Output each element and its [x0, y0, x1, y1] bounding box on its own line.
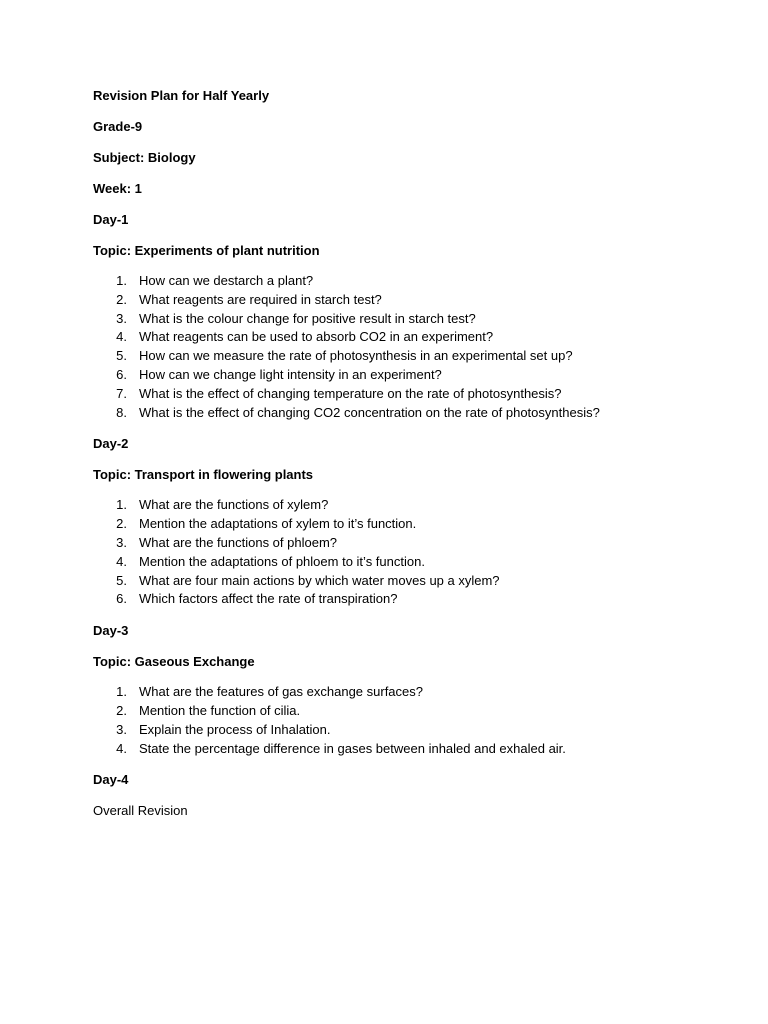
list-item [93, 740, 733, 759]
list-number: 6. [116, 591, 127, 607]
question-text: What is the colour change for positive result in starch test? [139, 310, 476, 326]
day-1-section [93, 210, 733, 422]
list-item [93, 310, 733, 329]
question-list [93, 683, 733, 758]
list-item [93, 721, 733, 740]
list-number: 6. [116, 366, 127, 382]
question-text: Mention the function of cilia. [139, 702, 301, 718]
question-list [93, 496, 733, 609]
list-item [93, 366, 733, 385]
question-text: What are the features of gas exchange surfaces? [139, 684, 424, 700]
list-number: 2. [116, 702, 127, 718]
question-text: What are the functions of xylem? [139, 497, 329, 513]
day-label: Day-1 [93, 212, 129, 227]
list-number: 3. [116, 534, 127, 550]
list-item [93, 572, 733, 591]
list-item [93, 515, 733, 534]
list-item [93, 291, 733, 310]
question-text: What reagents are required in starch test? [139, 291, 382, 307]
list-item [93, 590, 733, 609]
list-number: 2. [116, 291, 127, 307]
question-text: Which factors affect the rate of transpiration? [139, 591, 398, 607]
document-title: Revision Plan for Half Yearly [93, 88, 270, 103]
question-text: Mention the adaptations of xylem to it’s function. [139, 516, 417, 532]
day-2-section [93, 434, 733, 609]
day-label: Day-2 [93, 436, 129, 452]
list-number: 1. [116, 273, 127, 288]
question-text: What is the effect of changing CO2 concentration on the rate of photosynthesis? [139, 404, 600, 420]
list-item [93, 272, 733, 291]
list-number: 3. [116, 721, 127, 737]
list-item [93, 496, 733, 515]
question-text: How can we measure the rate of photosynthesis in an experimental set up? [139, 348, 573, 364]
question-text: What are the functions of phloem? [139, 534, 338, 550]
list-item [93, 328, 733, 347]
list-item [93, 347, 733, 366]
revision-note: Overall Revision [93, 803, 188, 819]
list-item [93, 385, 733, 404]
question-text: What reagents can be used to absorb CO2 in an experiment? [139, 329, 494, 345]
list-number: 2. [116, 516, 127, 532]
topic-heading: Topic: Gaseous Exchange [93, 654, 255, 670]
list-item [93, 702, 733, 721]
list-number: 3. [116, 310, 127, 326]
question-text: State the percentage difference in gases between inhaled and exhaled air. [139, 740, 566, 756]
question-text: How can we destarch a plant? [139, 273, 314, 288]
list-item [93, 534, 733, 553]
question-list [93, 272, 733, 422]
list-number: 1. [116, 684, 127, 700]
question-text: Mention the adaptations of phloem to it’s function. [139, 553, 425, 569]
question-text: Explain the process of Inhalation. [139, 721, 331, 737]
list-number: 1. [116, 497, 127, 513]
grade-line: Grade-9 [93, 119, 143, 134]
list-item [93, 404, 733, 423]
list-item [93, 553, 733, 572]
topic-heading: Topic: Transport in flowering plants [93, 467, 314, 483]
topic-heading: Topic: Experiments of plant nutrition [93, 243, 320, 258]
day-4-section [93, 770, 733, 820]
week-line: Week: 1 [93, 181, 142, 196]
list-number: 5. [116, 348, 127, 364]
day-label: Day-4 [93, 772, 129, 788]
subject-line: Subject: Biology [93, 150, 196, 165]
list-number: 8. [116, 404, 127, 420]
question-text: How can we change light intensity in an experiment? [139, 366, 442, 382]
question-text: What is the effect of changing temperature on the rate of photosynthesis? [139, 385, 562, 401]
question-text: What are four main actions by which water moves up a xylem? [139, 572, 500, 588]
list-number: 5. [116, 572, 127, 588]
list-number: 4. [116, 329, 127, 345]
list-number: 4. [116, 553, 127, 569]
list-number: 7. [116, 385, 127, 401]
list-item [93, 683, 733, 702]
document-page [93, 86, 733, 832]
day-label: Day-3 [93, 623, 129, 639]
list-number: 4. [116, 740, 127, 756]
day-3-section [93, 621, 733, 758]
